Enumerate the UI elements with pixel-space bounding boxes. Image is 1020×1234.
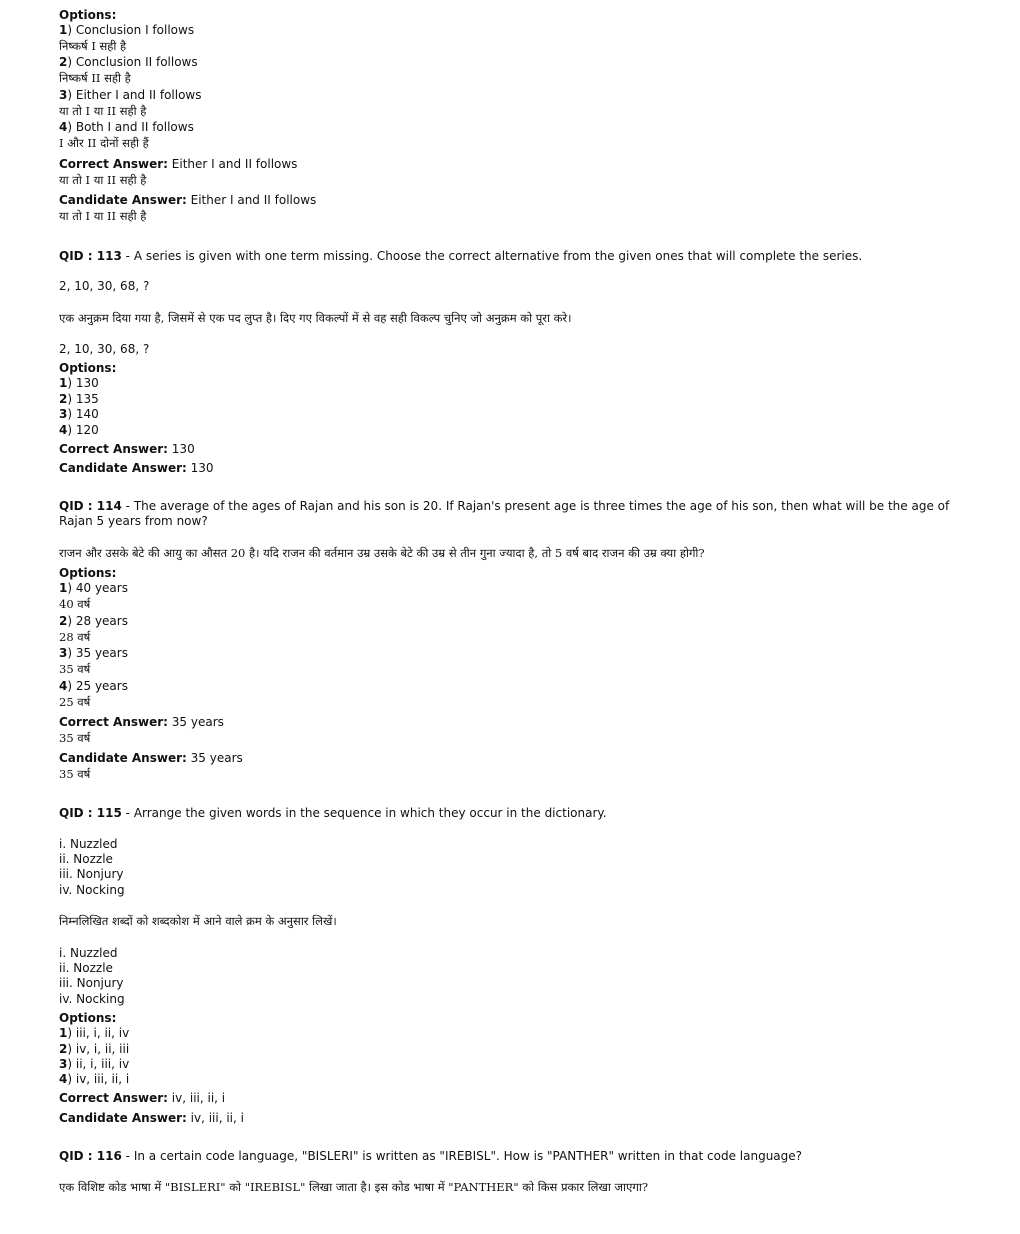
- option-item: 3) 140: [59, 407, 99, 421]
- word-item: iv. Nocking: [59, 992, 125, 1006]
- word-item: iv. Nocking: [59, 883, 125, 897]
- word-item: iii. Nonjury: [59, 867, 124, 881]
- question-series-hindi: 2, 10, 30, 68, ?: [59, 342, 150, 356]
- option-item-hindi: निष्कर्ष II सही है: [59, 71, 131, 85]
- option-item-hindi: 40 वर्ष: [59, 597, 91, 611]
- word-item: ii. Nozzle: [59, 961, 113, 975]
- option-item-hindi: 35 वर्ष: [59, 662, 91, 676]
- option-item: 3) Either I and II follows: [59, 88, 202, 102]
- option-item: 1) 130: [59, 376, 99, 390]
- option-item-hindi: 28 वर्ष: [59, 630, 91, 644]
- option-item: 1) Conclusion I follows: [59, 23, 195, 37]
- question-115: QID : 115 - Arrange the given words in the sequence in which they occur in the dictionary.: [59, 806, 607, 820]
- word-item: ii. Nozzle: [59, 852, 113, 866]
- option-item: 1) iii, i, ii, iv: [59, 1026, 130, 1040]
- option-item: 2) 135: [59, 392, 99, 406]
- option-item: 3) 35 years: [59, 646, 128, 660]
- correct-answer: Correct Answer: 35 years: [59, 715, 224, 729]
- candidate-answer: Candidate Answer: 35 years: [59, 751, 243, 765]
- candidate-answer: Candidate Answer: Either I and II follows: [59, 193, 317, 207]
- candidate-answer-hindi: 35 वर्ष: [59, 767, 91, 781]
- correct-answer: Correct Answer: Either I and II follows: [59, 157, 298, 171]
- correct-answer: Correct Answer: 130: [59, 442, 195, 456]
- question-series: 2, 10, 30, 68, ?: [59, 279, 150, 293]
- word-item: i. Nuzzled: [59, 837, 118, 851]
- option-item: 4) Both I and II follows: [59, 120, 194, 134]
- question-text-hindi: एक विशिष्ट कोड भाषा में "BISLERI" को "IREBISL" लिखा जाता है। इस कोड भाषा में "PANTHER" को किस प्रकार लिखा जाएगा?: [59, 1180, 648, 1194]
- option-item: 4) 120: [59, 423, 99, 437]
- options-heading: Options:: [59, 8, 117, 22]
- option-item: 2) 28 years: [59, 614, 128, 628]
- word-item: i. Nuzzled: [59, 946, 118, 960]
- option-item: 4) iv, iii, ii, i: [59, 1072, 130, 1086]
- question-text-hindi: निम्नलिखित शब्दों को शब्दकोश में आने वाले क्रम के अनुसार लिखें।: [59, 914, 337, 928]
- option-item: 3) ii, i, iii, iv: [59, 1057, 130, 1071]
- correct-answer-hindi: 35 वर्ष: [59, 731, 91, 745]
- option-item: 4) 25 years: [59, 679, 128, 693]
- option-item-hindi: I और II दोनों सही हैं: [59, 136, 149, 150]
- candidate-answer: Candidate Answer: iv, iii, ii, i: [59, 1111, 244, 1125]
- correct-answer: Correct Answer: iv, iii, ii, i: [59, 1091, 226, 1105]
- question-text-hindi: एक अनुक्रम दिया गया है, जिसमें से एक पद लुप्त है। दिए गए विकल्पों में से वह सही विकल्प चुनिए जो अनुक्रम को पूरा करे।: [59, 311, 572, 325]
- question-text-hindi: राजन और उसके बेटे की आयु का औसत 20 है। यदि राजन की वर्तमान उम्र उसके बेटे की उम्र से तीन गुना ज्यादा है, तो 5 वर्ष बाद राजन की उम्र क्या होगी?: [59, 546, 705, 560]
- option-item-hindi: या तो I या II सही है: [59, 104, 147, 118]
- option-item: 2) iv, i, ii, iii: [59, 1042, 130, 1056]
- word-item: iii. Nonjury: [59, 976, 124, 990]
- candidate-answer-hindi: या तो I या II सही है: [59, 209, 147, 223]
- option-item-hindi: 25 वर्ष: [59, 695, 91, 709]
- question-116: QID : 116 - In a certain code language, "BISLERI" is written as "IREBISL". How is "PANTHER" written in that code language?: [59, 1149, 803, 1163]
- candidate-answer: Candidate Answer: 130: [59, 461, 214, 475]
- option-item-hindi: निष्कर्ष I सही है: [59, 39, 127, 53]
- question-113: QID : 113 - A series is given with one term missing. Choose the correct alternative from the given ones that will complete the series.: [59, 249, 863, 263]
- correct-answer-hindi: या तो I या II सही है: [59, 173, 147, 187]
- options-heading: Options:: [59, 361, 117, 375]
- options-heading: Options:: [59, 566, 117, 580]
- option-item: 1) 40 years: [59, 581, 128, 595]
- question-114: QID : 114 - The average of the ages of Rajan and his son is 20. If Rajan's present age is three times the age of his son, then what will be the age of Rajan 5 years from now?: [59, 499, 950, 528]
- option-item: 2) Conclusion II follows: [59, 55, 198, 69]
- options-heading: Options:: [59, 1011, 117, 1025]
